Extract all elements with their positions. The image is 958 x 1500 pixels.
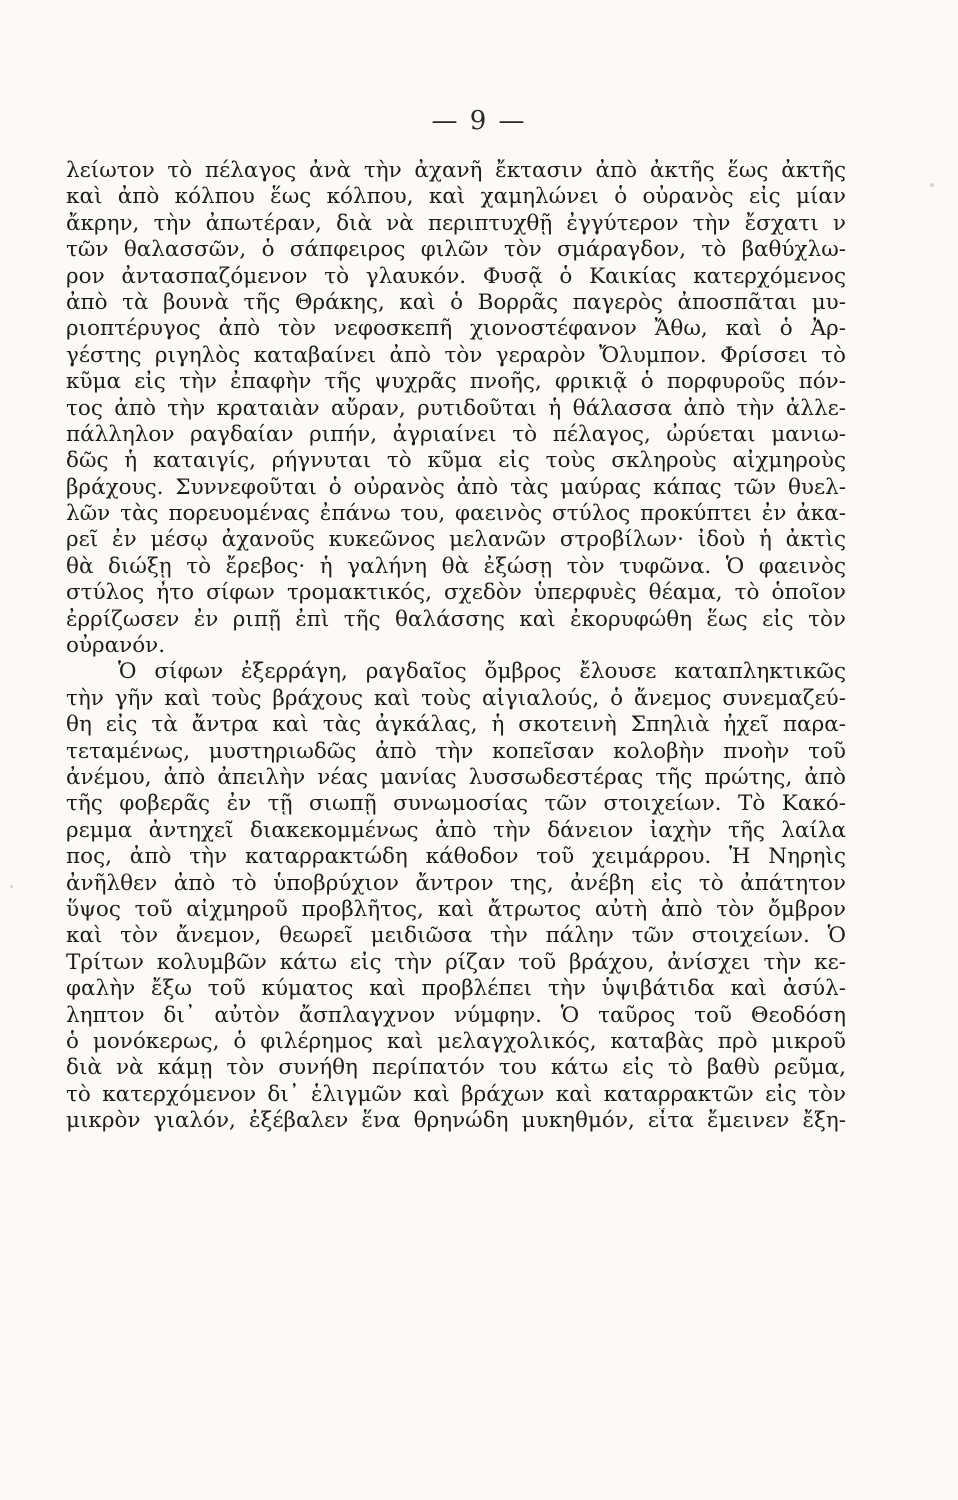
text-line: τὸ κατερχόμενον δι᾽ ἑλιγμῶν καὶ βράχων καὶ καταρρακτῶν εἰς τὸν [66,1081,846,1107]
text-line: ρεμμα ἀντηχεῖ διακεκομμένως ἀπὸ τὴν δάνειον ἰαχὴν τῆς λαίλα [66,817,846,843]
text-line: φαλὴν ἔξω τοῦ κύματος καὶ προβλέπει τὴν ὑψιβάτιδα καὶ ἀσύλ- [66,976,846,1002]
text-line: τεταμένως, μυστηριωδῶς ἀπὸ τὴν κοπεῖσαν κολοβὴν πνοὴν τοῦ [66,738,846,764]
text-line: Ὁ σίφων ἐξερράγη, ραγδαῖος ὄμβρος ἔλουσε καταπληκτικῶς [118,659,846,685]
text-line: ἄκρην, τὴν ἀπωτέραν, διὰ νὰ περιπτυχθῇ ἐγγύτερον τὴν ἔσχατι ν [66,210,846,236]
text-line: βράχους. Συννεφοῦται ὁ οὐρανὸς ἀπὸ τὰς μαύρας κάπας τῶν θυελ- [66,474,846,500]
text-line: καὶ τὸν ἄνεμον, θεωρεῖ μειδιῶσα τὴν πάλην τῶν στοιχείων. Ὁ [66,923,846,949]
text-line: ὁ μονόκερως, ὁ φιλέρημος καὶ μελαγχολικός, καταβὰς πρὸ μικροῦ [66,1028,846,1054]
text-line: ρεῖ ἐν μέσῳ ἀχανοῦς κυκεῶνος μελανῶν στροβίλων· ἰδοὺ ἡ ἀκτὶς [66,527,846,553]
text-line: θη εἰς τὰ ἄντρα καὶ τὰς ἀγκάλας, ἡ σκοτεινὴ Σπηλιὰ ἠχεῖ παρα- [66,712,846,738]
text-line: οὐρανόν. [66,633,166,659]
text-line: πος, ἀπὸ τὴν καταρρακτώδη κάθοδον τοῦ χειμάρρου. Ἡ Νηρηὶς [66,844,846,870]
text-line: ἀνέμου, ἀπὸ ἀπειλὴν νέας μανίας λυσσωδεστέρας τῆς πρώτης, ἀπὸ [66,764,846,790]
text-line: γέστης ριγηλὸς καταβαίνει ἀπὸ τὸν γεραρὸν Ὄλυμπον. Φρίσσει τὸ [66,342,846,368]
text-line: ἀπὸ τὰ βουνὰ τῆς Θράκης, καὶ ὁ Βορρᾶς παγερὸς ἀποσπᾶται μυ- [66,289,846,315]
text-line: Τρίτων κολυμβῶν κάτω εἰς τὴν ρίζαν τοῦ βράχου, ἀνίσχει τὴν κε- [66,949,846,975]
text-line: στύλος ἦτο σίφων τρομακτικός, σχεδὸν ὑπερφυὲς θέαμα, τὸ ὁποῖον [66,580,846,606]
text-line: δῶς ἡ καταιγίς, ρήγνυται τὸ κῦμα εἰς τοὺς σκληροὺς αἰχμηροὺς [66,448,846,474]
body-text [66,158,846,1134]
text-line: τος ἀπὸ τὴν κραταιὰν αὔραν, ρυτιδοῦται ἡ θάλασσα ἀπὸ τὴν ἀλλε- [66,395,846,421]
scan-speck [930,183,934,187]
text-line: τὴν γῆν καὶ τοὺς βράχους καὶ τοὺς αἰγιαλούς, ὁ ἄνεμος συνεμαζεύ- [66,685,846,711]
text-line: κῦμα εἰς τὴν ἐπαφὴν τῆς ψυχρᾶς πνοῆς, φρικιᾷ ὁ πορφυροῦς πόν- [66,369,846,395]
text-line: ληπτον δι᾽ αὐτὸν ἄσπλαγχνον νύμφην. Ὁ ταῦρος τοῦ Θεοδόση [66,1002,846,1028]
text-line: τῆς φοβερᾶς ἐν τῇ σιωπῇ συνωμοσίας τῶν στοιχείων. Τὸ Κακό- [66,791,846,817]
text-line: πάλληλον ραγδαίαν ριπήν, ἀγριαίνει τὸ πέλαγος, ὠρύεται μανιω- [66,421,846,447]
text-line: λείωτον τὸ πέλαγος ἀνὰ τὴν ἀχανῆ ἔκτασιν ἀπὸ ἀκτῆς ἕως ἀκτῆς [66,158,846,183]
text-line: λῶν τὰς πορευομένας ἐπάνω του, φαεινὸς στύλος προκύπτει ἐν ἀκα- [66,501,846,527]
text-line: ἀνῆλθεν ἀπὸ τὸ ὑποβρύχιον ἄντρον της, ἀνέβη εἰς τὸ ἀπάτητον [66,870,846,896]
text-line: ἐρρίζωσεν ἐν ριπῇ ἐπὶ τῆς θαλάσσης καὶ ἐκορυφώθη ἕως εἰς τὸν [66,606,846,632]
text-line: μικρὸν γιαλόν, ἐξέβαλεν ἕνα θρηνώδη μυκηθμόν, εἶτα ἔμεινεν ἔξη- [66,1108,846,1134]
text-line: θὰ διώξῃ τὸ ἔρεβος· ἡ γαλήνη θὰ ἐξώσῃ τὸν τυφῶνα. Ὁ φαεινὸς [66,553,846,579]
text-line: διὰ νὰ κάμῃ τὸν συνήθη περίπατόν του κάτω εἰς τὸ βαθὺ ρεῦμα, [66,1055,846,1081]
page-number: — 9 — [431,106,527,136]
text-line: καὶ ἀπὸ κόλπου ἕως κόλπου, καὶ χαμηλώνει ὁ οὐρανὸς εἰς μίαν [66,184,846,210]
text-line: ὕψος τοῦ αἰχμηροῦ προβλῆτος, καὶ ἄτρωτος αὐτὴ ἀπὸ τὸν ὄμβρον [66,896,846,922]
scan-speck [10,885,13,888]
text-line: τῶν θαλασσῶν, ὁ σάπφειρος φιλῶν τὸν σμάραγδον, τὸ βαθύχλω- [66,237,846,263]
text-line: ριοπτέρυγος ἀπὸ τὸν νεφοσκεπῆ χιονοστέφανον Ἄθω, καὶ ὁ Ἀρ- [66,316,846,342]
text-line: ρον ἀντασπαζόμενον τὸ γλαυκόν. Φυσᾷ ὁ Καικίας κατερχόμενος [66,263,846,289]
